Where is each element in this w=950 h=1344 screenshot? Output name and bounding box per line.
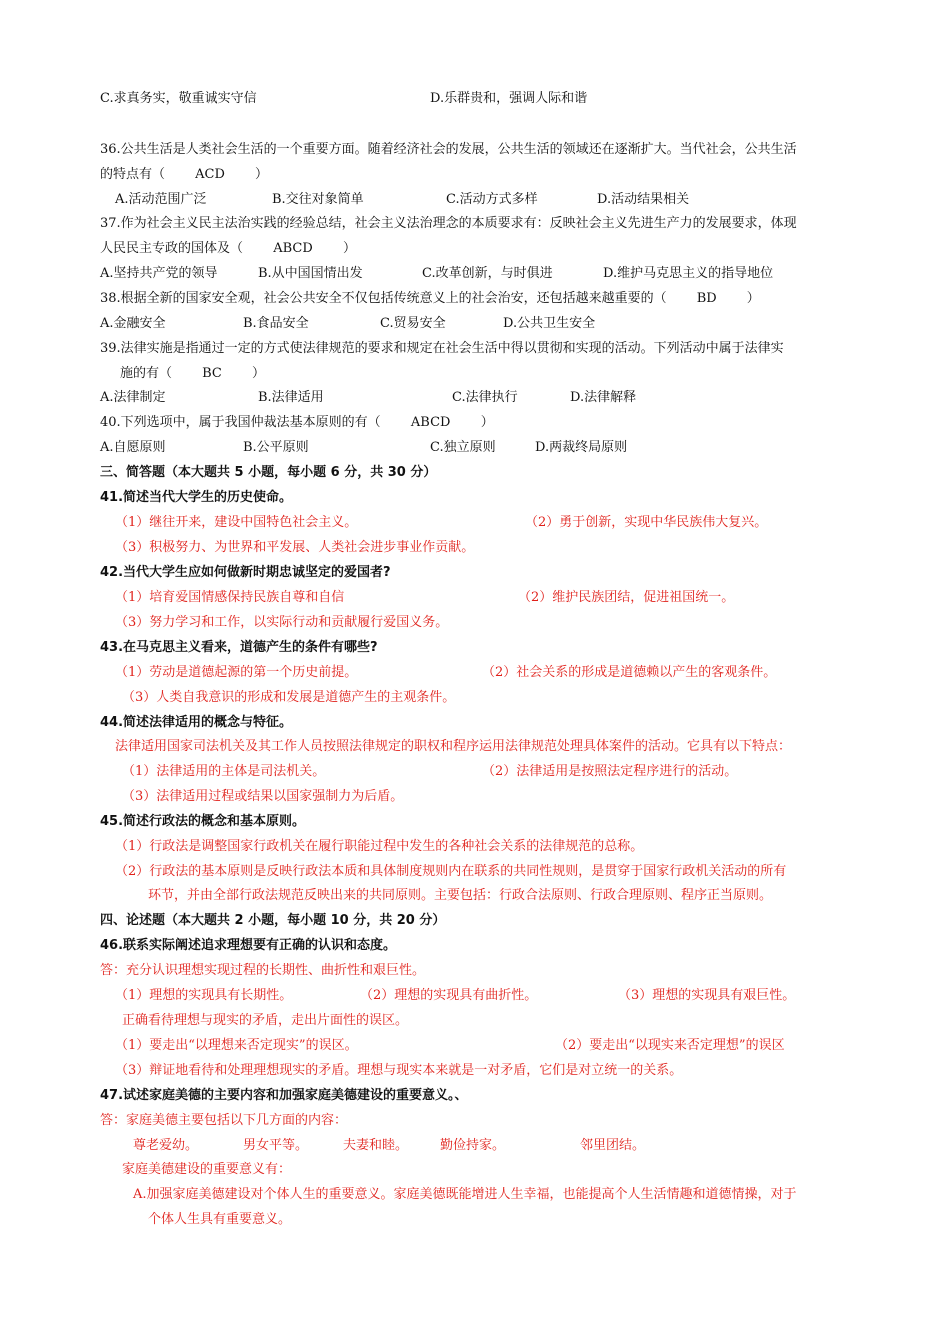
stem-text: ） xyxy=(480,415,494,430)
answer-text: BC xyxy=(202,366,222,381)
section-heading: 三、简答题（本大题共 5 小题，每小题 6 分，共 30 分） xyxy=(100,465,437,480)
option-text: C.求真务实，敬重诚实守信 xyxy=(100,91,257,106)
option-text: C.法律执行 xyxy=(452,390,518,405)
question-stem: 36.公共生活是人类社会生活的一个重要方面。随着经济社会的发展，公共生活的领域还在逐渐扩大。当代社会，公共生活 xyxy=(100,142,797,157)
option-text: B.从中国国情出发 xyxy=(258,266,363,281)
stem-text: ） xyxy=(746,291,760,306)
answer-point: 环节，并由全部行政法规范反映出来的共同原则。主要包括：行政合法原则、行政合理原则、程序正当原则。 xyxy=(148,888,773,903)
stem-text: 的特点有（ xyxy=(100,167,166,182)
answer-point: （3）辩证地看待和处理理想现实的矛盾。理想与现实本来就是一对矛盾，它们是对立统一的关系。 xyxy=(115,1063,683,1078)
section-heading: 四、论述题（本大题共 2 小题，每小题 10 分，共 20 分） xyxy=(100,913,446,928)
answer-item: 夫妻和睦。 xyxy=(343,1138,409,1153)
answer-item: 勤俭持家。 xyxy=(440,1138,506,1153)
option-text: D.维护马克思主义的指导地位 xyxy=(603,266,774,281)
answer-intro: 答：充分认识理想实现过程的长期性、曲折性和艰巨性。 xyxy=(100,963,426,978)
stem-text: ） xyxy=(252,366,266,381)
stem-text: 施的有（ xyxy=(120,366,173,381)
stem-text: 人民民主专政的国体及（ xyxy=(100,241,244,256)
question-title: 43.在马克思主义看来，道德产生的条件有哪些? xyxy=(100,640,378,655)
answer-point: （1）培育爱国情感保持民族自尊和自信 xyxy=(115,590,345,605)
answer-point: （1）继往开来，建设中国特色社会主义。 xyxy=(115,515,358,530)
option-text: D.乐群贵和，强调人际和谐 xyxy=(430,91,588,106)
answer-point: （1）行政法是调整国家行政机关在履行职能过程中发生的各种社会关系的法律规范的总称。 xyxy=(115,839,644,854)
question-title: 47.试述家庭美德的主要内容和加强家庭美德建设的重要意义。、 xyxy=(100,1088,468,1103)
option-text: C.贸易安全 xyxy=(380,316,446,331)
answer-item: 男女平等。 xyxy=(243,1138,309,1153)
answer-point: （2）法律适用是按照法定程序进行的活动。 xyxy=(482,764,738,779)
answer-item: 尊老爱幼。 xyxy=(133,1138,199,1153)
answer-point: （2）理想的实现具有曲折性。 xyxy=(360,988,538,1003)
question-title: 44.简述法律适用的概念与特征。 xyxy=(100,715,293,730)
answer-point: （3）理想的实现具有艰巨性。 xyxy=(618,988,796,1003)
option-text: C.独立原则 xyxy=(430,440,496,455)
answer-point: （1）法律适用的主体是司法机关。 xyxy=(122,764,326,779)
option-text: A.坚持共产党的领导 xyxy=(100,266,218,281)
question-stem xyxy=(100,240,356,258)
option-text: A.活动范围广泛 xyxy=(115,192,207,207)
answer-point: （1）理想的实现具有长期性。 xyxy=(115,988,293,1003)
option-text: D.法律解释 xyxy=(570,390,637,405)
answer-point: （1）要走出“以理想来否定现实”的误区。 xyxy=(115,1038,358,1053)
question-stem xyxy=(120,365,265,383)
stem-text: 40.下列选项中，属于我国仲裁法基本原则的有（ xyxy=(100,415,381,430)
answer-text: ABCD xyxy=(273,241,313,256)
option-text: B.交往对象简单 xyxy=(272,192,364,207)
question-title: 46.联系实际阐述追求理想要有正确的认识和态度。 xyxy=(100,938,397,953)
option-text: A.法律制定 xyxy=(100,390,166,405)
question-stem xyxy=(100,414,494,432)
option-text: B.食品安全 xyxy=(243,316,309,331)
answer-text: BD xyxy=(696,291,717,306)
answer-point: （3）法律适用过程或结果以国家强制力为后盾。 xyxy=(122,789,404,804)
answer-subheading: 正确看待理想与现实的矛盾，走出片面性的误区。 xyxy=(122,1013,409,1028)
answer-item: 邻里团结。 xyxy=(580,1138,646,1153)
answer-point: （3）积极努力、为世界和平发展、人类社会进步事业作贡献。 xyxy=(115,540,475,555)
option-text: A.自愿原则 xyxy=(100,440,166,455)
stem-text: 38.根据全新的国家安全观，社会公共安全不仅包括传统意义上的社会治安，还包括越来越重要的（ xyxy=(100,291,667,306)
answer-point: （2）要走出“以现实来否定理想”的误区 xyxy=(555,1038,785,1053)
stem-text: ） xyxy=(255,167,269,182)
answer-text: ACD xyxy=(195,167,225,182)
question-stem: 37.作为社会主义民主法治实践的经验总结，社会主义法治理念的本质要求有：反映社会主义先进生产力的发展要求，体现 xyxy=(100,216,797,231)
answer-point: （2）行政法的基本原则是反映行政法本质和具体制度规则内在联系的共同性规则，是贯穿于国家行政机关活动的所有 xyxy=(115,864,787,879)
answer-point: （3）努力学习和工作，以实际行动和贡献履行爱国义务。 xyxy=(115,615,449,630)
option-text: A.金融安全 xyxy=(100,316,166,331)
answer-point: A.加强家庭美德建设对个体人生的重要意义。家庭美德既能增进人生幸福，也能提高个人生活情趣和道德情操，对于 xyxy=(133,1187,797,1202)
answer-point: （2）社会关系的形成是道德赖以产生的客观条件。 xyxy=(482,665,777,680)
answer-point: （2）维护民族团结，促进祖国统一。 xyxy=(518,590,735,605)
answer-subheading: 家庭美德建设的重要意义有： xyxy=(122,1162,292,1177)
option-text: D.公共卫生安全 xyxy=(503,316,596,331)
stem-text: ） xyxy=(343,241,357,256)
answer-point: （2）勇于创新，实现中华民族伟大复兴。 xyxy=(525,515,768,530)
question-title: 41.简述当代大学生的历史使命。 xyxy=(100,490,293,505)
answer-point: （3）人类自我意识的形成和发展是道德产生的主观条件。 xyxy=(122,690,456,705)
option-text: D.活动结果相关 xyxy=(597,192,690,207)
answer-intro: 法律适用国家司法机关及其工作人员按照法律规定的职权和程序运用法律规范处理具体案件的活动。它具有以下特点： xyxy=(115,739,792,754)
answer-text: ABCD xyxy=(410,415,451,430)
answer-point: （1）劳动是道德起源的第一个历史前提。 xyxy=(115,665,358,680)
option-text: B.法律适用 xyxy=(258,390,324,405)
question-stem xyxy=(100,166,268,184)
option-text: C.改革创新，与时俱进 xyxy=(422,266,553,281)
question-title: 45.简述行政法的概念和基本原则。 xyxy=(100,814,306,829)
option-text: D.两裁终局原则 xyxy=(535,440,628,455)
answer-intro: 答：家庭美德主要包括以下几方面的内容： xyxy=(100,1113,348,1128)
answer-point: 个体人生具有重要意义。 xyxy=(148,1212,292,1227)
option-text: C.活动方式多样 xyxy=(446,192,538,207)
question-stem: 39.法律实施是指通过一定的方式使法律规范的要求和规定在社会生活中得以贯彻和实现的活动。下列活动中属于法律实 xyxy=(100,341,784,356)
question-title: 42.当代大学生应如何做新时期忠诚坚定的爱国者? xyxy=(100,565,391,580)
option-text: B.公平原则 xyxy=(243,440,309,455)
question-stem xyxy=(100,290,760,308)
